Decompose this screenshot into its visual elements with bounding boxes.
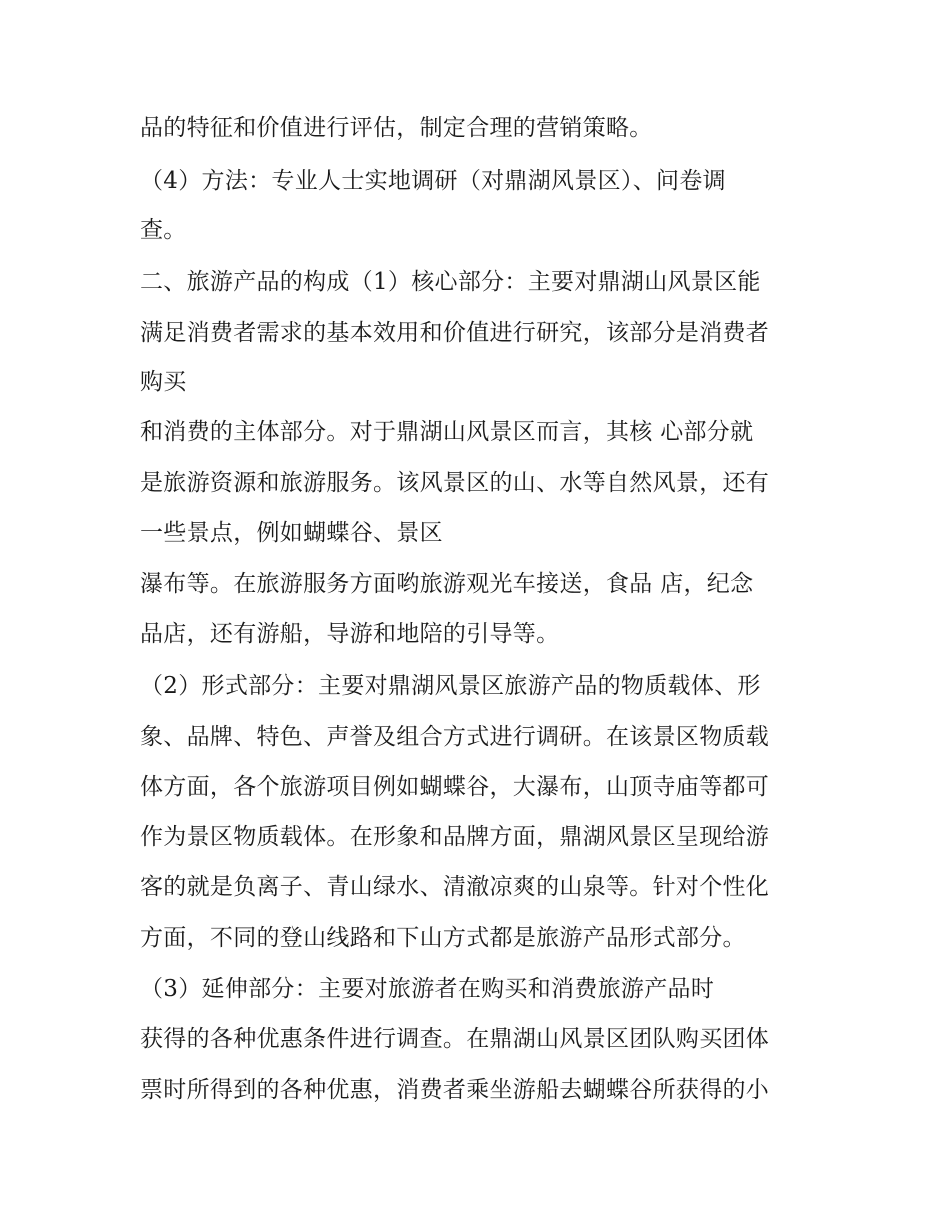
- text-line: 购买: [140, 369, 187, 395]
- text-line: 品店，还有游船，导游和地陪的引导等。: [140, 621, 560, 647]
- text-line: 一些景点，例如蝴蝶谷、景区: [140, 520, 443, 546]
- text-line: （4）方法：专业人士实地调研（对鼎湖风景区）、问卷调: [140, 168, 726, 194]
- text-line: 二、旅游产品的构成（1）核心部分：主要对鼎湖山风景区能: [140, 269, 761, 295]
- text-line: （2）形式部分：主要对鼎湖风景区旅游产品的物质载体、形: [140, 673, 761, 699]
- text-line: 是旅游资源和旅游服务。该风景区的山、水等自然风景，还有: [140, 470, 770, 496]
- text-line: 客的就是负离子、青山绿水、清澈凉爽的山泉等。针对个性化: [140, 874, 770, 900]
- text-line: 获得的各种优惠条件进行调查。在鼎湖山风景区团队购买团体: [140, 1026, 770, 1052]
- text-line: 和消费的主体部分。对于鼎湖山风景区而言，其核 心部分就: [140, 419, 754, 445]
- text-line: 满足消费者需求的基本效用和价值进行研究，该部分是消费者: [140, 320, 770, 346]
- text-line: 查。: [140, 217, 187, 243]
- text-line: 方面，不同的登山线路和下山方式都是旅游产品形式部分。: [140, 925, 746, 951]
- text-line: 瀑布等。在旅游服务方面哟旅游观光车接送，食品 店，纪念: [140, 571, 754, 597]
- text-line: 品的特征和价值进行评估，制定合理的营销策略。: [140, 115, 653, 141]
- text-line: 作为景区物质载体。在形象和品牌方面，鼎湖风景区呈现给游: [140, 824, 770, 850]
- text-line: 象、品牌、特色、声誉及组合方式进行调研。在该景区物质载: [140, 724, 770, 750]
- text-line: （3）延伸部分：主要对旅游者在购买和消费旅游产品时: [140, 976, 715, 1002]
- text-line: 票时所得到的各种优惠，消费者乘坐游船去蝴蝶谷所获得的小: [140, 1077, 770, 1103]
- text-line: 体方面，各个旅游项目例如蝴蝶谷，大瀑布，山顶寺庙等都可: [140, 774, 770, 800]
